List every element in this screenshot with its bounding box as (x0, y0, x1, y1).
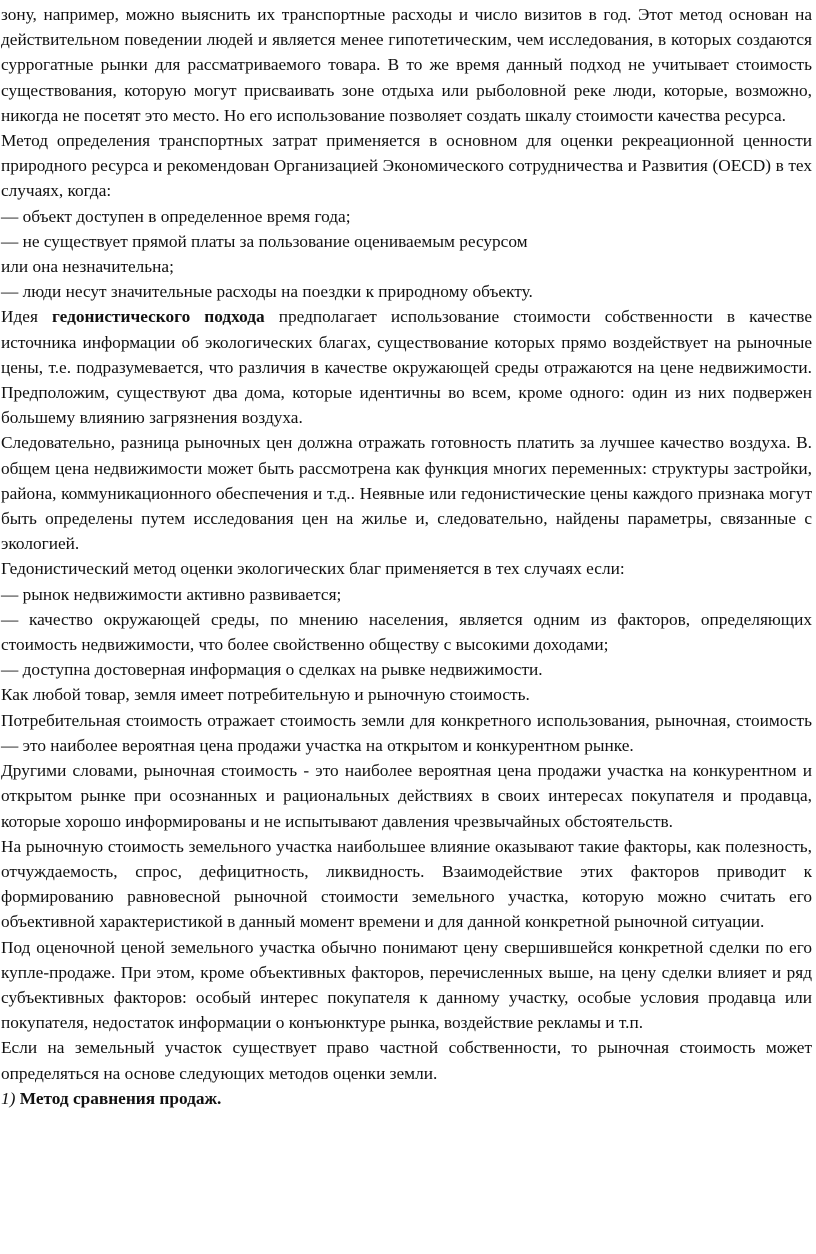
paragraph-hedonic-approach (1, 304, 812, 430)
paragraph-land-value: Как любой товар, земля имеет потребительную и рыночную стоимость. (1, 685, 530, 705)
list-item: — доступна достоверная информация о сделках на рывке недвижимости. (1, 660, 543, 680)
list-item: или она незначительна; (1, 257, 174, 277)
paragraph-travel-cost-intro: зону, например, можно выяснить их транспортные расходы и число визитов в год. Этот метод основан на действительном поведении людей и является менее гипотетическим, чем исследования, в которых создаются суррогатные рынки для рассматриваемого товара. В то же время данный подход не учитывает стоимость существования, которую могут присваивать зоне отдыха или рыболовной реке люди, которые, возможно, никогда не посетят это место. Но его использование позволяет создать шкалу стоимости качества ресурса. (1, 5, 812, 125)
paragraph-market-value: Другими словами, рыночная стоимость - это наиболее вероятная цена продажи участка на конкурентном и открытом рынке при осознанных и рациональных действиях в своих интересах покупателя и продавца, которые хорошо информированы и не испытывают давления чрезвычайных обстоятельств. (1, 761, 812, 831)
paragraph-valuation-methods: Если на земельный участок существует право частной собственности, то рыночная стоимость может определяться на основе следующих методов оценки земли. (1, 1038, 812, 1083)
section-heading (1, 1086, 812, 1111)
list-item: — рынок недвижимости активно развивается; (1, 584, 342, 604)
paragraph-estimated-price: Под оценочной ценой земельного участка обычно понимают цену свершившейся конкретной сделки по его купле-продаже. При этом, кроме объективных факторов, перечисленных выше, на цену сделки влияет и ряд субъективных факторов: особый интерес покупателя к данному участку, особые условия продавца или покупателя, недостаток информации о конъюнктуре рынка, воздействие рекламы и т.п. (1, 937, 812, 1033)
hedonic-lead: Идея (1, 307, 38, 327)
hedonic-body: предполагает использование стоимости собственности в качестве источника информации об экологических благах, существование которых прямо воздействует на рыночные цены, т.е. подразумевается, что различия в качестве окружающей среды отражаются на цене недвижимости. Предположим, существуют два дома, которые идентичны во всем, кроме одного: один из них подвержен большему влиянию загрязнения воздуха. (1, 307, 813, 428)
heading-title: Метод сравнения продаж. (19, 1088, 222, 1108)
heading-number: 1) (1, 1088, 16, 1108)
paragraph-market-factors: На рыночную стоимость земельного участка наибольшее влияние оказывают такие факторы, как полезность, отчуждаемость, спрос, дефицитность, ликвидность. Взаимодействие этих факторов приводит к формированию равновесной рыночной стоимости земельного участка, которую можно считать его объективной характеристикой в данный момент времени и для данной конкретной рыночной ситуации. (1, 836, 812, 932)
paragraph-travel-cost-method: Метод определения транспортных затрат применяется в основном для оценки рекреационной ценности природного ресурса и рекомендован Организацией Экономического сотрудничества и Развития (OECD) в тех случаях, когда: (1, 131, 812, 201)
list-item: — не существует прямой платы за пользование оцениваемым ресурсом (1, 231, 528, 251)
hedonic-term: гедонистического подхода (52, 307, 265, 327)
paragraph-hedonic-conditions: Гедонистический метод оценки экологических благ применяется в тех случаях если: (1, 559, 625, 579)
list-item: — объект доступен в определенное время года; (1, 206, 351, 226)
list-item: — люди несут значительные расходы на поездки к природному объекту. (1, 282, 533, 302)
paragraph-price-difference: Следовательно, разница рыночных цен должна отражать готовность платить за лучшее качество воздуха. В. общем цена недвижимости может быть рассмотрена как функция многих переменных: структуры застройки, района, коммуникационного обеспечения и т.д.. Неявные или гедонистические цены каждого признака могут быть определены путем исследования цен на жилье и, следовательно, найдены параметры, связанные с экологией. (1, 433, 812, 554)
list-item: — качество окружающей среды, по мнению населения, является одним из факторов, определяющих стоимость недвижимости, что более свойственно обществу с высокими доходами; (1, 609, 812, 655)
paragraph-use-value: Потребительная стоимость отражает стоимость земли для конкретного использования, рыночная, стоимость — это наиболее вероятная цена продажи участка на открытом и конкурентном рынке. (1, 710, 812, 755)
